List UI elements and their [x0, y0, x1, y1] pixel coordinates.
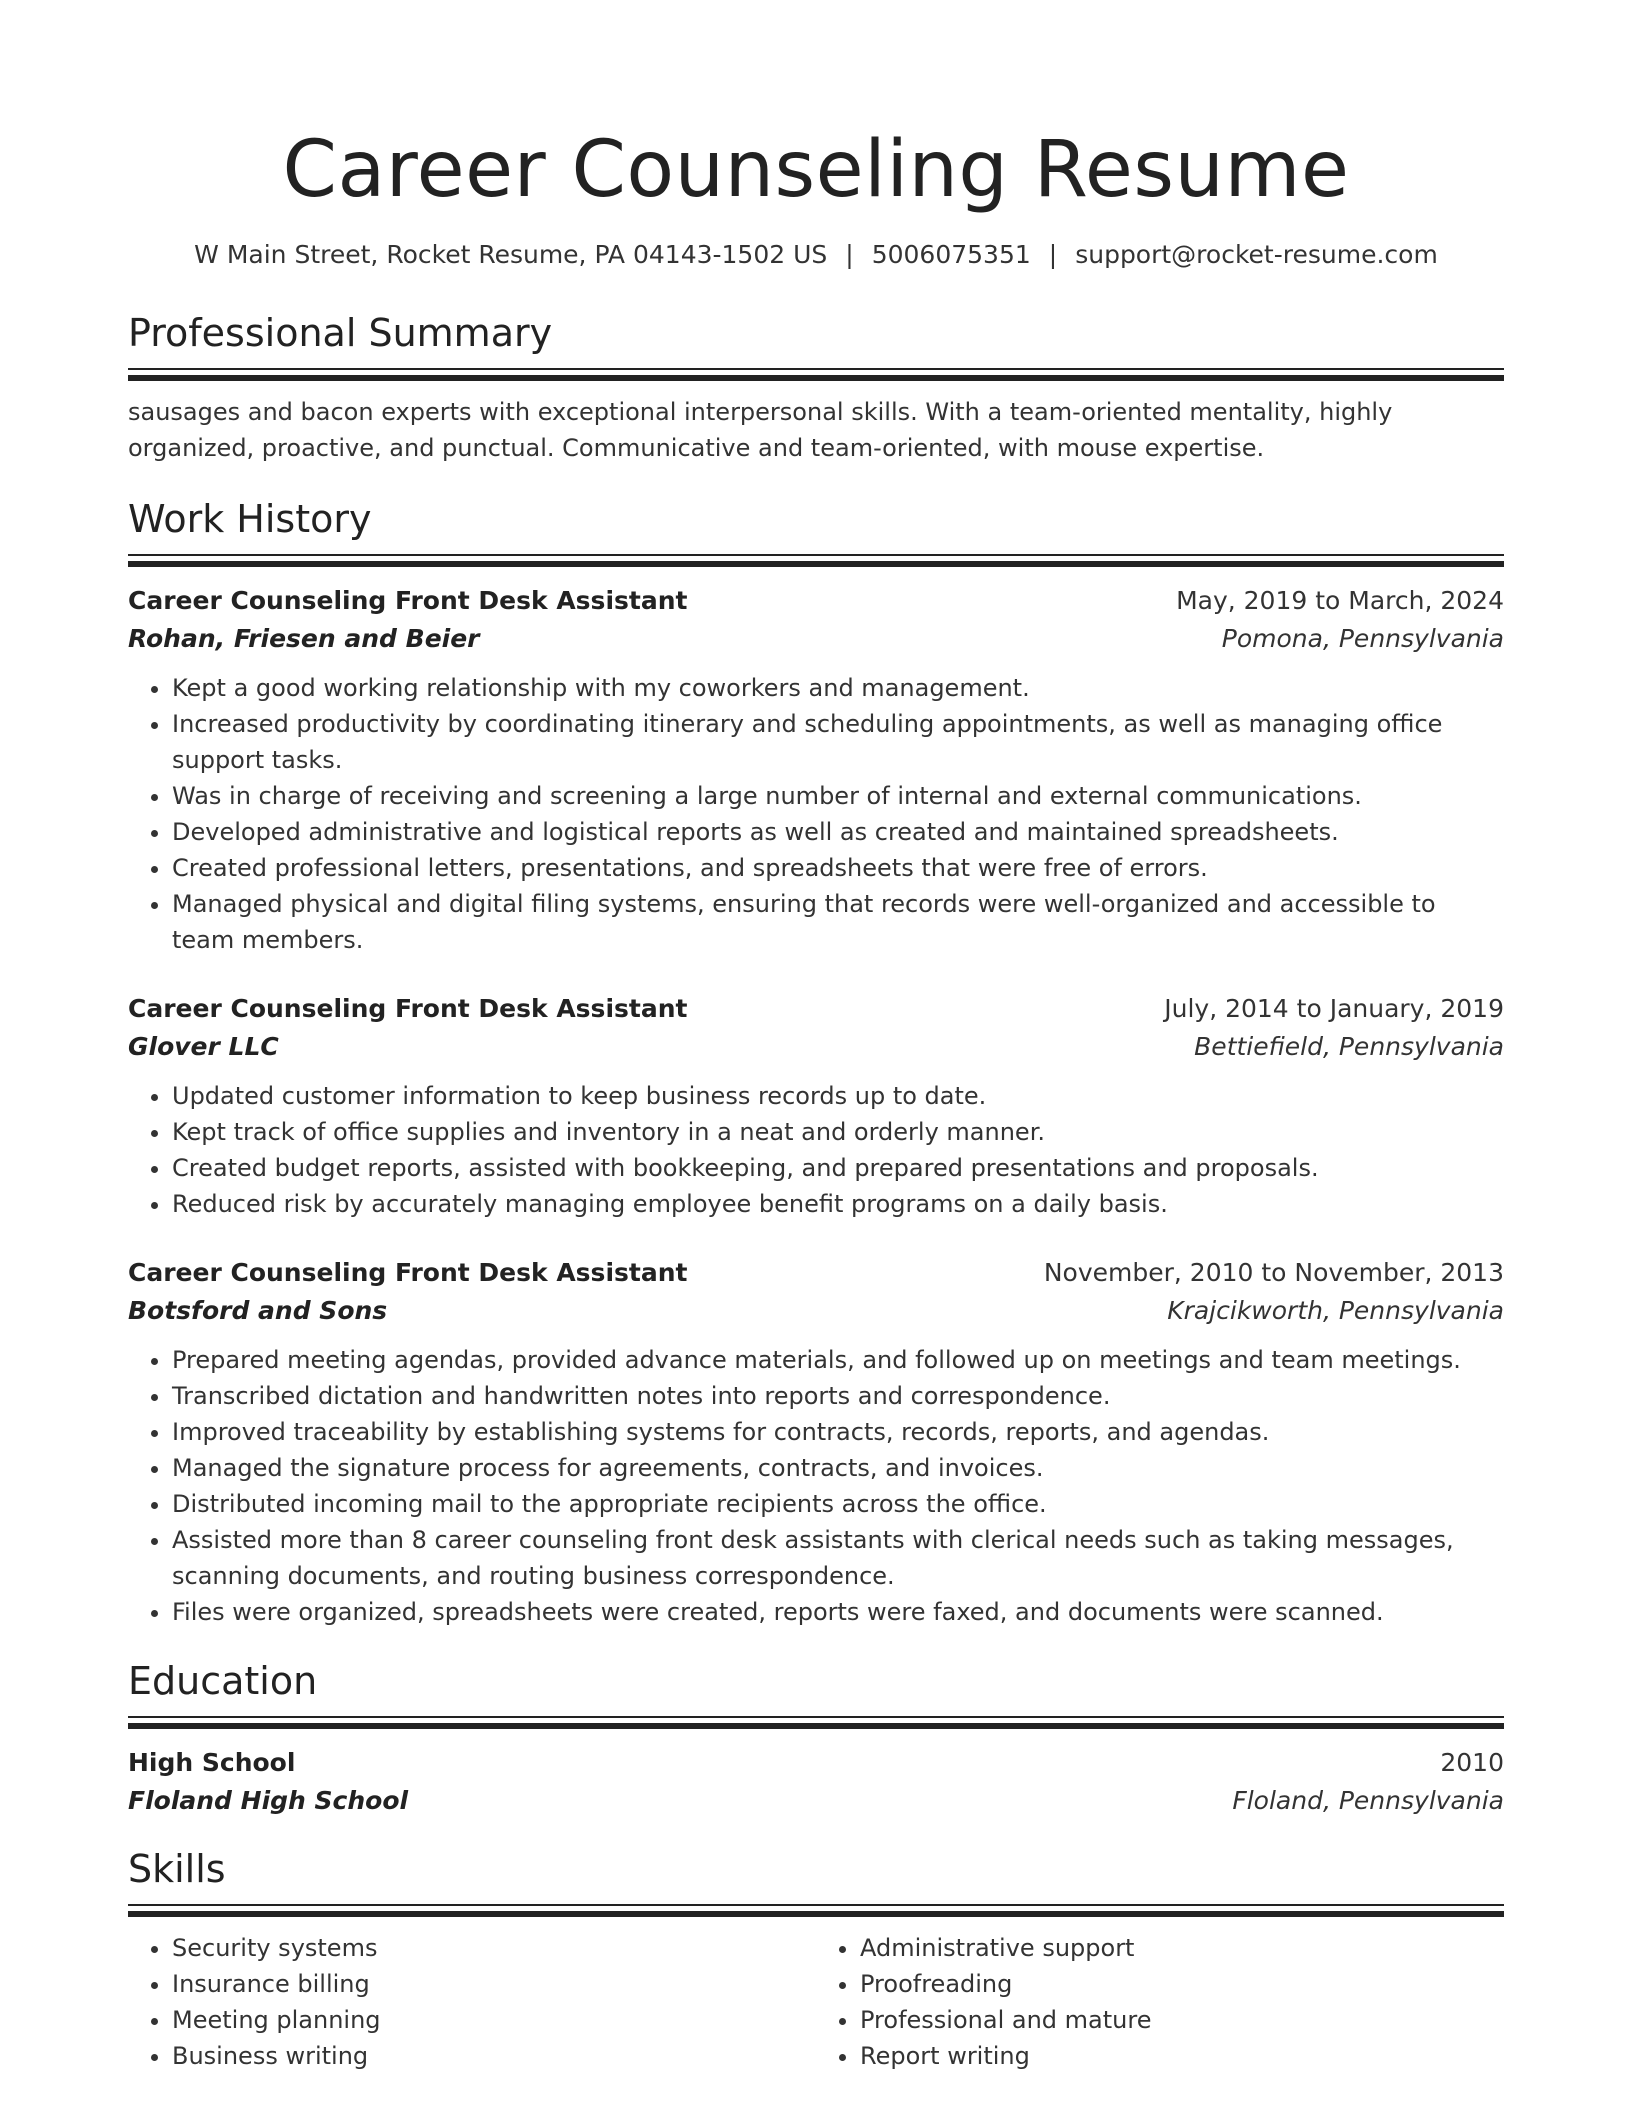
- contact-separator: |: [1048, 240, 1058, 269]
- job-header: [128, 990, 1504, 1028]
- job-header: [128, 582, 1504, 620]
- list-item: • Insurance billing: [172, 1966, 816, 2002]
- job-company: Botsford and Sons: [128, 1296, 388, 1325]
- job-bullets: [128, 1342, 1504, 1630]
- list-item: • Business writing: [172, 2038, 816, 2074]
- education-section: [128, 1656, 1504, 1820]
- list-item: • Meeting planning: [172, 2002, 816, 2038]
- job-title: Career Counseling Front Desk Assistant: [128, 586, 688, 615]
- job-entry: [128, 582, 1504, 958]
- list-item: • Kept track of office supplies and inventory in a neat and orderly manner.: [172, 1114, 1504, 1150]
- list-item: • Distributed incoming mail to the appropriate recipients across the office.: [172, 1486, 1504, 1522]
- section-divider: [128, 368, 1504, 382]
- skills-list-right: [816, 1930, 1504, 2074]
- job-bullets: [128, 670, 1504, 958]
- job-title: Career Counseling Front Desk Assistant: [128, 994, 688, 1023]
- list-item: • Managed the signature process for agreements, contracts, and invoices.: [172, 1450, 1504, 1486]
- list-item: • Managed physical and digital filing systems, ensuring that records were well-organized and accessible to team members.: [172, 886, 1504, 958]
- job-company: Glover LLC: [128, 1032, 279, 1061]
- list-item: • Was in charge of receiving and screening a large number of internal and external communications.: [172, 778, 1504, 814]
- job-subheader: [128, 1028, 1504, 1066]
- job-subheader: [128, 1292, 1504, 1330]
- education-year: 2010: [1440, 1748, 1504, 1777]
- list-item: • Updated customer information to keep business records up to date.: [172, 1078, 1504, 1114]
- education-school: Floland High School: [128, 1786, 409, 1815]
- skills-section: [128, 1844, 1504, 2074]
- job-title: Career Counseling Front Desk Assistant: [128, 1258, 688, 1287]
- work-section: [128, 494, 1504, 1630]
- list-item: • Transcribed dictation and handwritten notes into reports and correspondence.: [172, 1378, 1504, 1414]
- list-item: • Administrative support: [860, 1930, 1504, 1966]
- job-dates: July, 2014 to January, 2019: [1164, 994, 1504, 1023]
- list-item: • Prepared meeting agendas, provided advance materials, and followed up on meetings and team meetings.: [172, 1342, 1504, 1378]
- job-header: [128, 1254, 1504, 1292]
- list-item: • Improved traceability by establishing systems for contracts, records, reports, and agendas.: [172, 1414, 1504, 1450]
- education-degree: High School: [128, 1748, 296, 1777]
- list-item: • Files were organized, spreadsheets were created, reports were faxed, and documents were scanned.: [172, 1594, 1504, 1630]
- list-item: • Increased productivity by coordinating itinerary and scheduling appointments, as well as managing office support tasks.: [172, 706, 1504, 778]
- list-item: • Reduced risk by accurately managing employee benefit programs on a daily basis.: [172, 1186, 1504, 1222]
- section-heading-skills: Skills: [128, 1847, 226, 1891]
- list-item: • Professional and mature: [860, 2002, 1504, 2038]
- education-header: [128, 1744, 1504, 1782]
- education-location: Floland, Pennsylvania: [1232, 1786, 1504, 1815]
- list-item: • Security systems: [172, 1930, 816, 1966]
- list-item: • Proofreading: [860, 1966, 1504, 2002]
- skills-columns: [128, 1918, 1504, 2074]
- section-heading-work: Work History: [128, 497, 372, 541]
- summary-text: sausages and bacon experts with exceptional interpersonal skills. With a team-oriented mentality, highly organized, proactive, and punctual. Communicative and team-oriented, with mouse expertise.: [128, 398, 1393, 462]
- contact-email: support@rocket-resume.com: [1075, 240, 1438, 269]
- list-item: • Report writing: [860, 2038, 1504, 2074]
- section-divider: [128, 1904, 1504, 1918]
- contact-phone: 5006075351: [871, 240, 1031, 269]
- job-subheader: [128, 620, 1504, 658]
- list-item: • Assisted more than 8 career counseling front desk assistants with clerical needs such as taking messages, scanning documents, and routing business correspondence.: [172, 1522, 1504, 1594]
- job-entry: [128, 990, 1504, 1222]
- skills-list-left: [128, 1930, 816, 2074]
- job-company: Rohan, Friesen and Beier: [128, 624, 480, 653]
- job-entry: [128, 1254, 1504, 1630]
- job-dates: May, 2019 to March, 2024: [1176, 586, 1504, 615]
- resume-page: [128, 0, 1504, 2074]
- list-item: • Created budget reports, assisted with bookkeeping, and prepared presentations and proposals.: [172, 1150, 1504, 1186]
- list-item: • Created professional letters, presentations, and spreadsheets that were free of errors.: [172, 850, 1504, 886]
- education-subheader: [128, 1782, 1504, 1820]
- list-item: • Kept a good working relationship with my coworkers and management.: [172, 670, 1504, 706]
- section-divider: [128, 554, 1504, 568]
- job-location: Krajcikworth, Pennsylvania: [1167, 1296, 1504, 1325]
- job-location: Pomona, Pennsylvania: [1221, 624, 1504, 653]
- section-divider: [128, 1716, 1504, 1730]
- list-item: • Developed administrative and logistical reports as well as created and maintained spreadsheets.: [172, 814, 1504, 850]
- section-heading-education: Education: [128, 1659, 318, 1703]
- job-dates: November, 2010 to November, 2013: [1043, 1258, 1504, 1287]
- summary-section: [128, 308, 1504, 466]
- section-heading-summary: Professional Summary: [128, 311, 553, 355]
- contact-line: [128, 238, 1504, 272]
- contact-separator: |: [845, 240, 854, 269]
- contact-address: W Main Street, Rocket Resume, PA 04143-1502 US: [194, 240, 828, 269]
- education-entry: [128, 1744, 1504, 1820]
- page-title: Career Counseling Resume: [282, 125, 1350, 215]
- job-bullets: [128, 1078, 1504, 1222]
- job-location: Bettiefield, Pennsylvania: [1194, 1032, 1504, 1061]
